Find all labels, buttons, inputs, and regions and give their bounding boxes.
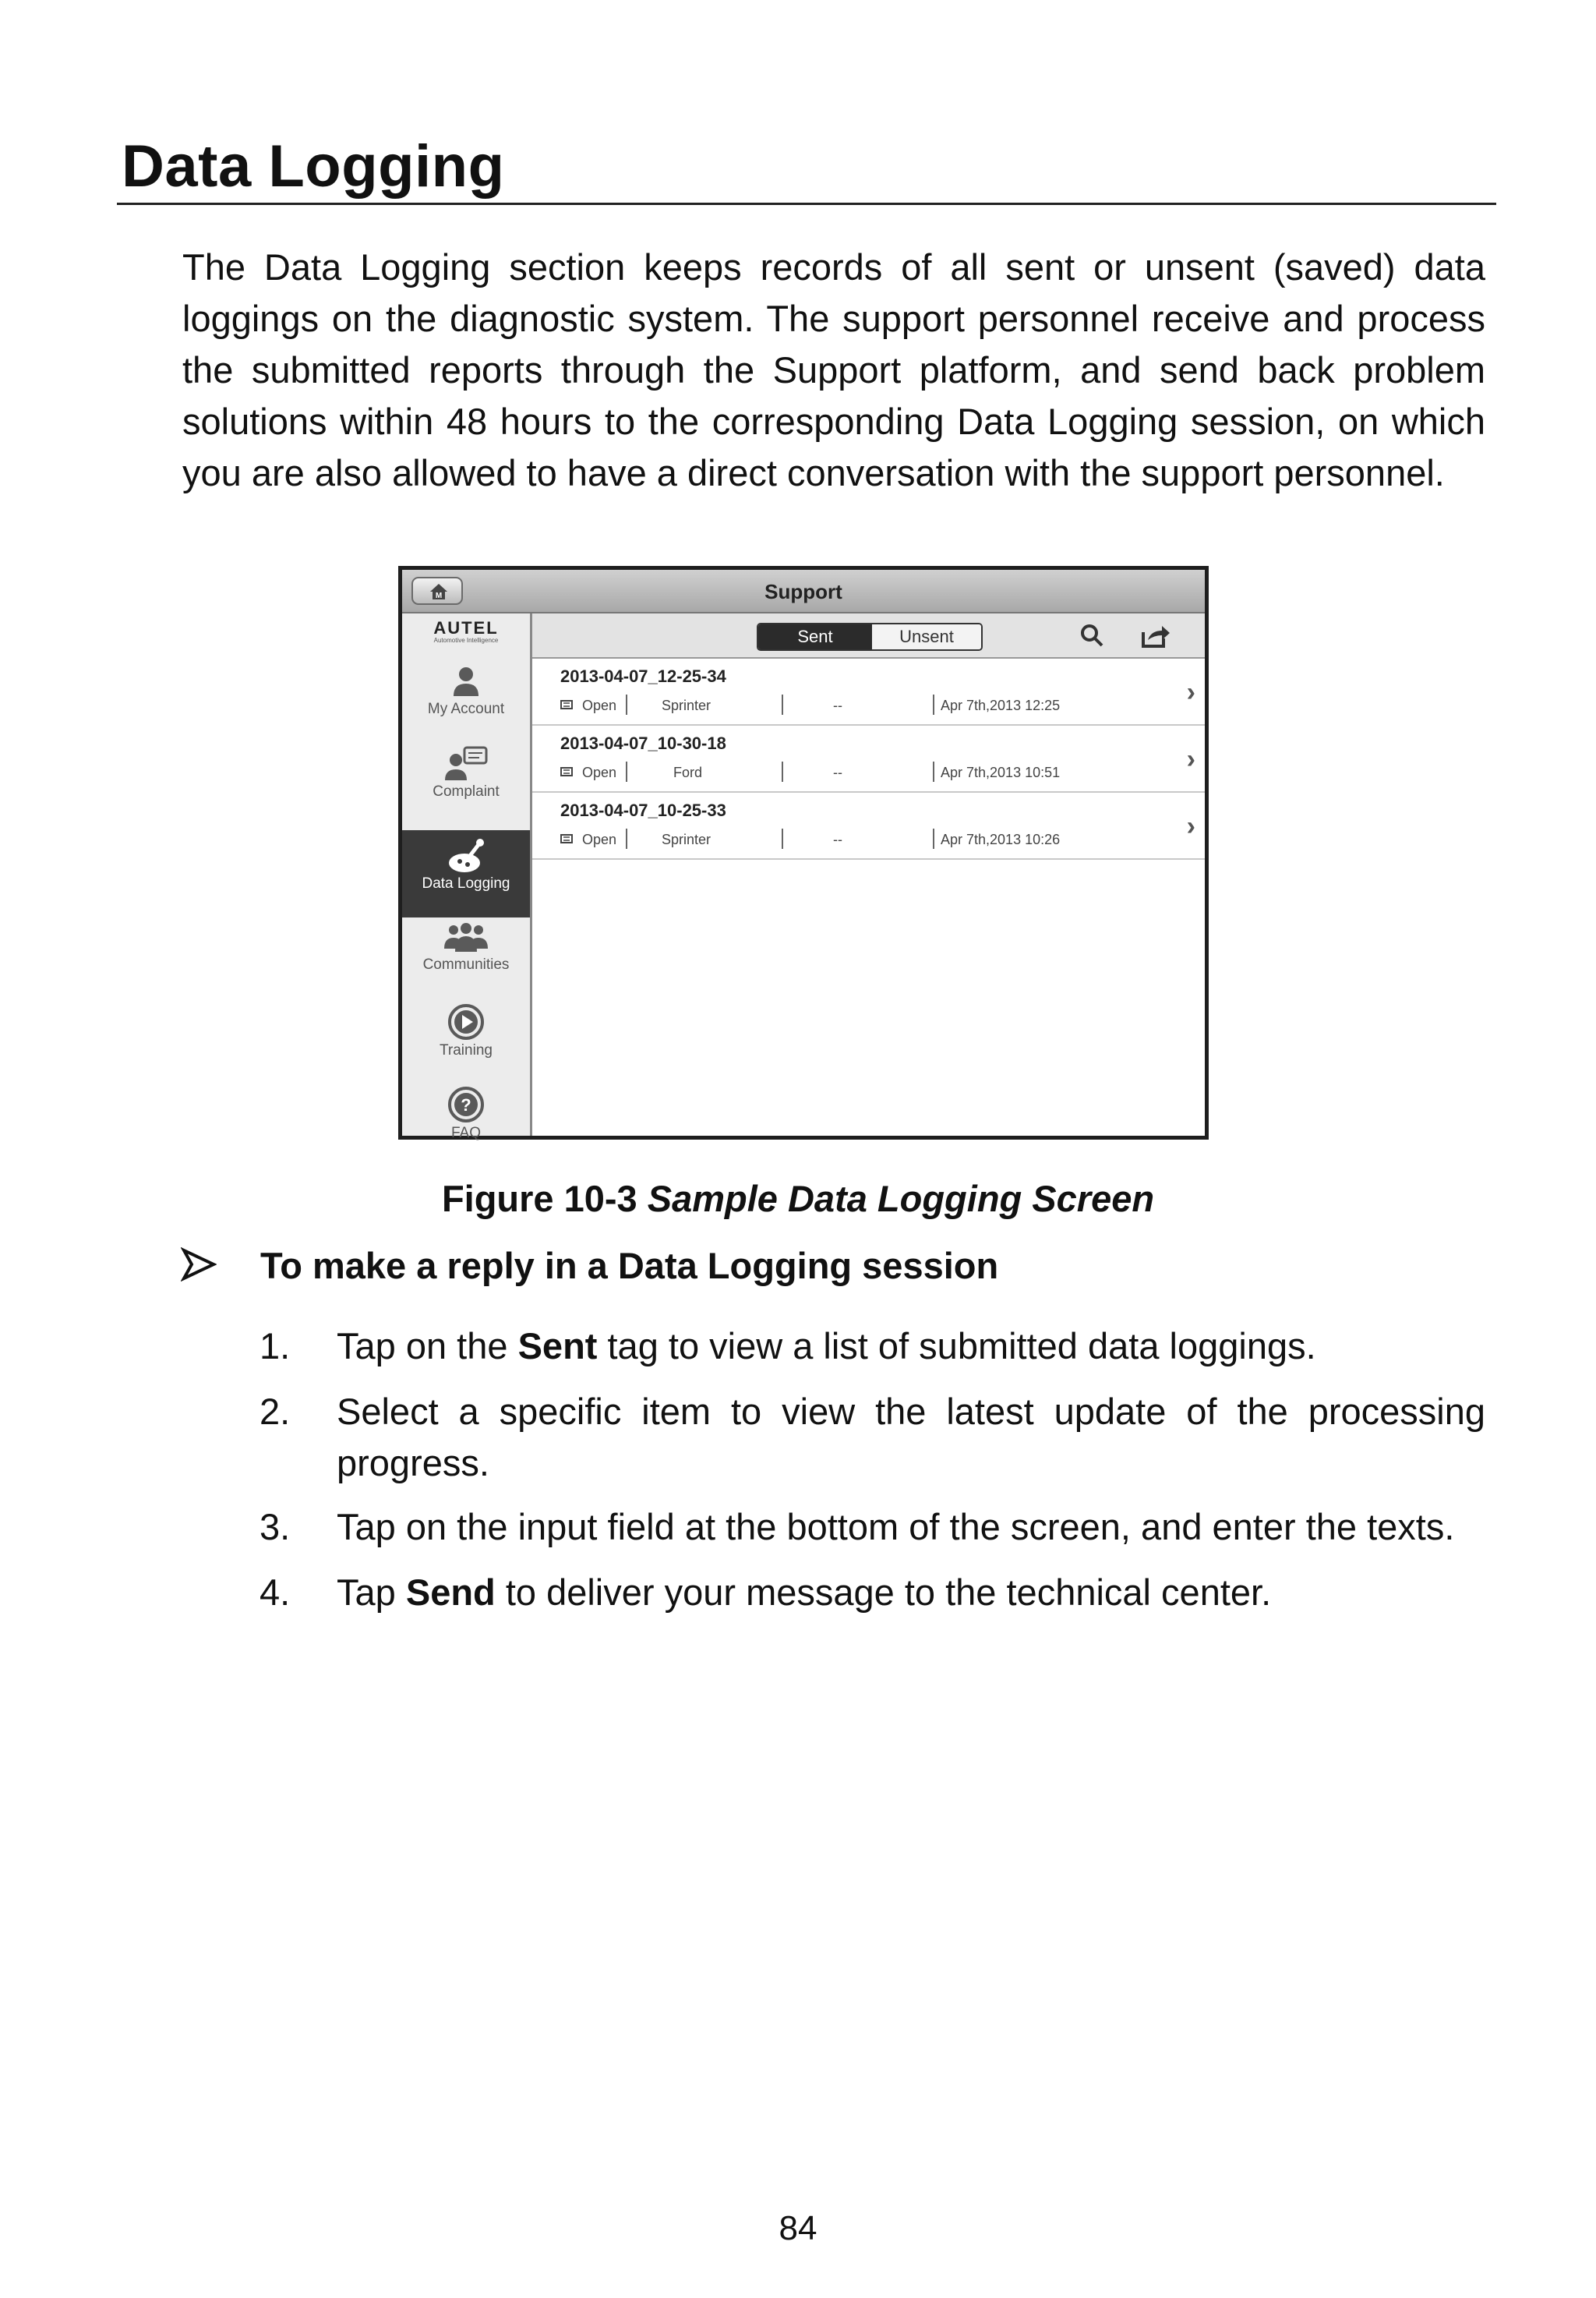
people-icon bbox=[443, 921, 489, 955]
session-date: Apr 7th,2013 10:26 bbox=[941, 832, 1061, 847]
search-icon[interactable] bbox=[1079, 623, 1104, 648]
step-number: 1. bbox=[260, 1325, 291, 1366]
meta-separator bbox=[626, 762, 627, 782]
status-icon bbox=[560, 766, 574, 777]
session-date: Apr 7th,2013 12:25 bbox=[941, 698, 1061, 713]
chevron-right-icon: › bbox=[1186, 811, 1195, 841]
screen-titlebar bbox=[402, 570, 1205, 613]
meta-separator bbox=[626, 695, 627, 715]
arrow-bullet-icon bbox=[181, 1247, 217, 1282]
session-list bbox=[532, 659, 1205, 860]
support-screen-figure bbox=[398, 566, 1209, 1140]
procedure-heading-text: To make a reply in a Data Logging session bbox=[260, 1245, 999, 1286]
screen-sidebar bbox=[402, 613, 532, 1141]
brand-tagline: Automotive Intelligence bbox=[433, 637, 499, 644]
sidebar-item-training[interactable] bbox=[402, 1003, 530, 1077]
figure-caption bbox=[0, 1177, 1596, 1220]
sidebar-label: Complaint bbox=[433, 783, 500, 800]
caption-title: Sample Data Logging Screen bbox=[647, 1178, 1155, 1219]
session-vehicle: Sprinter bbox=[662, 832, 711, 847]
title-divider bbox=[117, 203, 1496, 205]
session-title: 2013-04-07_10-25-33 bbox=[560, 801, 726, 820]
meta-separator bbox=[626, 829, 627, 849]
step-text: Tap Send to deliver your message to the technical center. bbox=[337, 1571, 1272, 1613]
status-icon bbox=[560, 699, 574, 710]
svg-text:?: ? bbox=[461, 1095, 471, 1115]
status-icon bbox=[560, 833, 574, 844]
session-status: Open bbox=[582, 698, 617, 713]
sidebar-item-my-account[interactable] bbox=[402, 665, 530, 738]
page-number: 84 bbox=[779, 2209, 817, 2247]
tab-sent[interactable]: Sent bbox=[758, 624, 872, 649]
step-text: Tap on the Sent tag to view a list of submitted data loggings. bbox=[337, 1325, 1316, 1366]
step-number: 4. bbox=[260, 1571, 291, 1613]
sidebar-label: My Account bbox=[427, 701, 505, 717]
meta-separator bbox=[933, 762, 934, 782]
brand-logo bbox=[402, 618, 530, 644]
sidebar-label: Communities bbox=[422, 956, 510, 973]
sidebar-item-data-logging[interactable] bbox=[402, 830, 530, 917]
question-icon bbox=[447, 1086, 485, 1123]
share-icon[interactable] bbox=[1140, 623, 1171, 648]
session-extra: -- bbox=[833, 698, 842, 713]
step-text: Tap on the input field at the bottom of the screen, and enter the texts. bbox=[337, 1506, 1455, 1547]
caption-prefix: Figure 10-3 bbox=[441, 1178, 637, 1219]
chevron-right-icon: › bbox=[1186, 677, 1195, 707]
sidebar-item-complaint[interactable] bbox=[402, 746, 530, 819]
meta-separator bbox=[782, 829, 783, 849]
session-extra: -- bbox=[833, 832, 842, 847]
complaint-icon bbox=[443, 746, 489, 782]
session-row[interactable] bbox=[532, 793, 1205, 860]
meta-separator bbox=[933, 829, 934, 849]
sidebar-item-communities[interactable] bbox=[402, 921, 530, 994]
brand-name: AUTEL bbox=[433, 618, 499, 638]
session-date: Apr 7th,2013 10:51 bbox=[941, 765, 1061, 780]
session-row[interactable] bbox=[532, 726, 1205, 793]
meta-separator bbox=[933, 695, 934, 715]
screen-toolbar bbox=[532, 613, 1205, 659]
sidebar-item-faq[interactable] bbox=[402, 1086, 530, 1159]
session-status: Open bbox=[582, 765, 617, 780]
sidebar-label: Data Logging bbox=[422, 875, 510, 892]
svg-text:M: M bbox=[435, 592, 443, 600]
step-number: 2. bbox=[260, 1391, 291, 1432]
meta-separator bbox=[782, 762, 783, 782]
person-icon bbox=[450, 665, 482, 699]
step-text: Select a specific item to view the latest update of the processing progress. bbox=[337, 1391, 1485, 1483]
data-logging-icon bbox=[446, 836, 486, 874]
intro-paragraph: The Data Logging section keeps records of all sent or unsent (saved) data loggings on the diagnostic system. The support personnel receive and process the submitted reports through the Support platform, and send back problem solutions within 48 hours to the corresponding Data Logging session, on which you are also allowed to have a direct conversation with the support personnel. bbox=[182, 246, 1485, 493]
session-title: 2013-04-07_10-30-18 bbox=[560, 734, 726, 753]
tab-unsent[interactable]: Unsent bbox=[872, 624, 981, 649]
session-status: Open bbox=[582, 832, 617, 847]
screen-title: Support bbox=[764, 580, 842, 603]
sidebar-label: Training bbox=[440, 1042, 493, 1059]
session-vehicle: Ford bbox=[673, 765, 703, 780]
session-extra: -- bbox=[833, 765, 842, 780]
meta-separator bbox=[782, 695, 783, 715]
session-row[interactable] bbox=[532, 659, 1205, 726]
step-number: 3. bbox=[260, 1506, 291, 1547]
section-title: Data Logging bbox=[122, 133, 505, 200]
session-vehicle: Sprinter bbox=[662, 698, 711, 713]
sidebar-label: FAQ bbox=[450, 1125, 481, 1141]
sent-unsent-toggle bbox=[757, 623, 983, 651]
session-title: 2013-04-07_12-25-34 bbox=[560, 666, 726, 686]
play-icon bbox=[447, 1003, 485, 1041]
chevron-right-icon: › bbox=[1186, 744, 1195, 774]
